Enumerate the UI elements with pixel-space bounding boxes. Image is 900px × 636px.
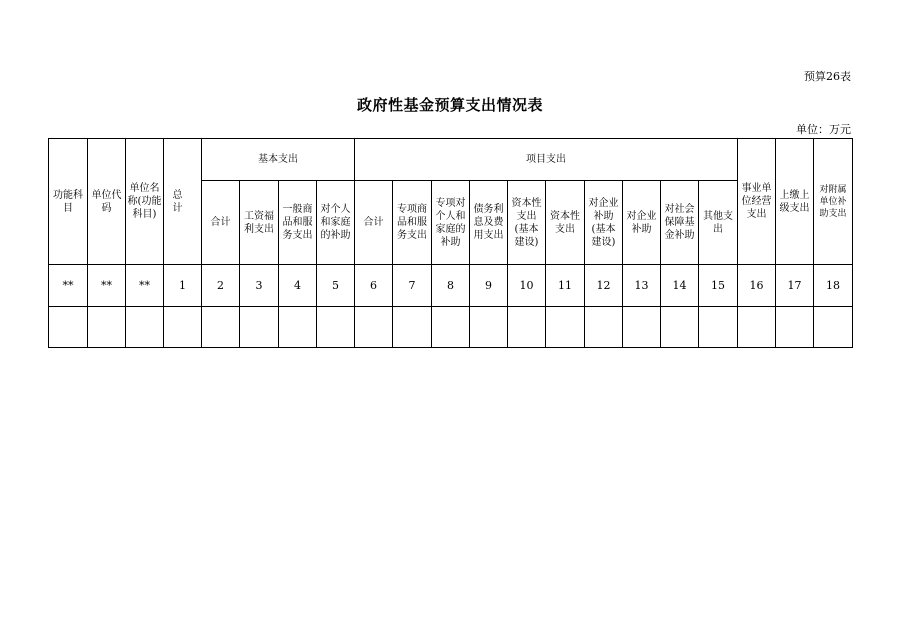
index-cell: 12: [585, 265, 623, 307]
data-cell: [49, 307, 88, 348]
data-cell: [393, 307, 432, 348]
col-header-unit-code: 单位代 码: [88, 139, 126, 265]
col-header-unit-name: 单位名 称(功能 科目): [126, 139, 164, 265]
index-cell: 7: [393, 265, 432, 307]
budget-table: [48, 138, 853, 348]
col-header-proj-debt: 债务利 息及费 用支出: [470, 181, 508, 265]
index-cell: 8: [432, 265, 470, 307]
data-cell: [202, 307, 240, 348]
index-cell: 14: [661, 265, 699, 307]
data-cell: [164, 307, 202, 348]
group-header-basic: 基本支出: [202, 139, 355, 181]
col-header-proj-subtotal: 合计: [355, 181, 393, 265]
col-header-proj-personal: 专项对 个人和 家庭的 补助: [432, 181, 470, 265]
index-cell: 4: [279, 265, 317, 307]
index-cell: 9: [470, 265, 508, 307]
empty-data-row: [49, 307, 853, 348]
col-header-basic-goods: 一般商 品和服 务支出: [279, 181, 317, 265]
col-header-proj-other: 其他支 出: [699, 181, 738, 265]
data-cell: [355, 307, 393, 348]
index-cell: 1: [164, 265, 202, 307]
data-cell: [432, 307, 470, 348]
col-header-proj-capital: 资本性 支出: [546, 181, 585, 265]
group-header-project: 项目支出: [355, 139, 738, 181]
col-header-institution: 事业单 位经营 支出: [738, 139, 776, 265]
col-header-func-subject: 功能科 目: [49, 139, 88, 265]
col-header-proj-social: 对社会 保障基 金补助: [661, 181, 699, 265]
index-cell: 5: [317, 265, 355, 307]
index-cell: 2: [202, 265, 240, 307]
index-cell: 17: [776, 265, 814, 307]
col-header-proj-goods: 专项商 品和服 务支出: [393, 181, 432, 265]
index-cell: **: [49, 265, 88, 307]
data-cell: [240, 307, 279, 348]
col-header-basic-wages: 工资福 利支出: [240, 181, 279, 265]
col-header-basic-personal: 对个人 和家庭 的补助: [317, 181, 355, 265]
data-cell: [88, 307, 126, 348]
data-cell: [585, 307, 623, 348]
col-header-proj-enterprise-basic: 对企业 补助 (基本 建设): [585, 181, 623, 265]
data-cell: [470, 307, 508, 348]
data-cell: [699, 307, 738, 348]
index-row: [49, 265, 853, 307]
page-title: 政府性基金预算支出情况表: [356, 96, 543, 114]
data-cell: [126, 307, 164, 348]
data-cell: [738, 307, 776, 348]
index-cell: 18: [814, 265, 853, 307]
data-cell: [661, 307, 699, 348]
data-cell: [623, 307, 661, 348]
data-cell: [776, 307, 814, 348]
col-header-basic-subtotal: 合计: [202, 181, 240, 265]
table-code: 预算26表: [804, 70, 851, 83]
index-cell: **: [88, 265, 126, 307]
index-cell: 16: [738, 265, 776, 307]
col-header-proj-enterprise: 对企业 补助: [623, 181, 661, 265]
index-cell: 10: [508, 265, 546, 307]
index-cell: 13: [623, 265, 661, 307]
unit-label: 单位：万元: [796, 123, 851, 136]
data-cell: [814, 307, 853, 348]
col-header-upper: 上缴上 级支出: [776, 139, 814, 265]
index-cell: **: [126, 265, 164, 307]
col-header-proj-capital-basic: 资本性 支出 (基本 建设): [508, 181, 546, 265]
data-cell: [317, 307, 355, 348]
data-cell: [508, 307, 546, 348]
index-cell: 15: [699, 265, 738, 307]
index-cell: 3: [240, 265, 279, 307]
index-cell: 11: [546, 265, 585, 307]
data-cell: [546, 307, 585, 348]
col-header-affiliated: 对附属 单位补 助支出: [814, 139, 853, 265]
index-cell: 6: [355, 265, 393, 307]
col-header-total: 总 计: [164, 139, 202, 265]
data-cell: [279, 307, 317, 348]
